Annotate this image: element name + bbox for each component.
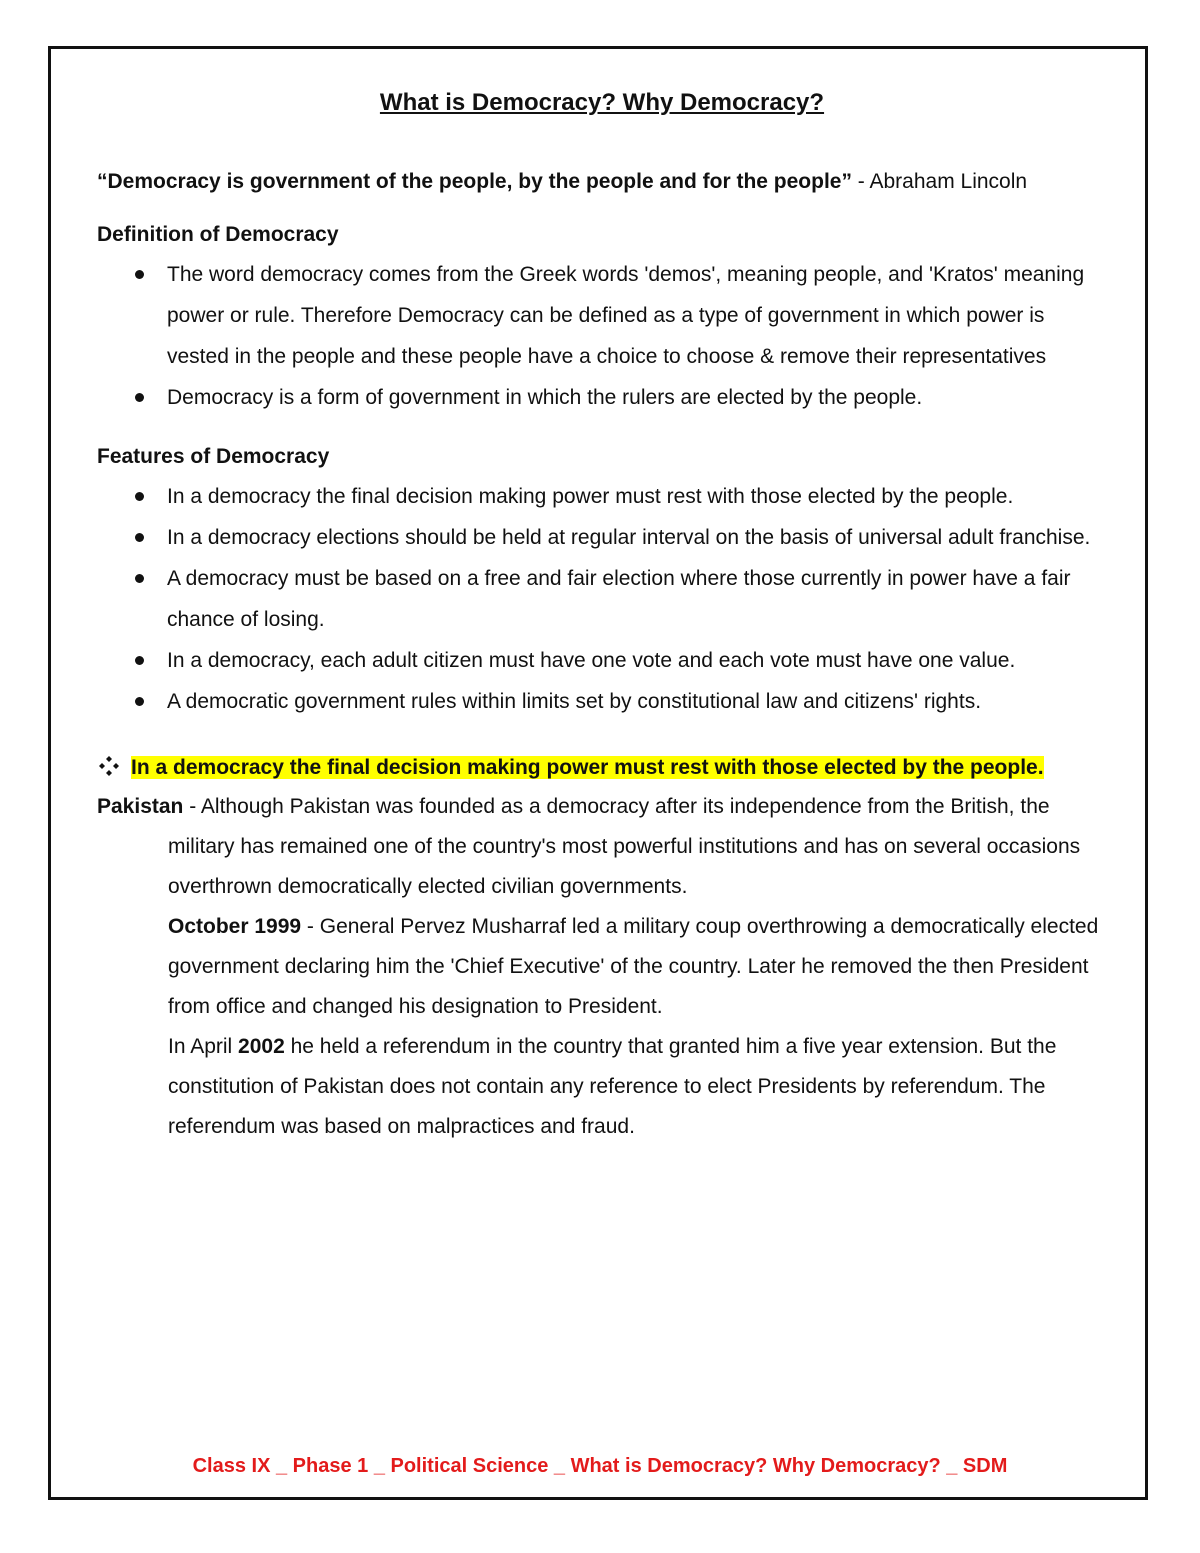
lincoln-quote — [97, 162, 1107, 202]
page-footer: Class IX _ Phase 1 _ Political Science _ What is Democracy? Why Democracy? _ SDM — [192, 1455, 1008, 1477]
bullet-icon — [135, 393, 144, 402]
list-item: A democratic government rules within limits set by constitutional law and citizens' rights. — [97, 681, 1107, 722]
list-item: Democracy is a form of government in which the rulers are elected by the people. — [97, 377, 1107, 418]
bullet-icon — [135, 697, 144, 706]
four-diamond-bullet-icon — [97, 754, 121, 778]
list-item: The word democracy comes from the Greek words 'demos', meaning people, and 'Kratos' meaning power or rule. Therefore Democracy can be defined as a type of government in which power is vested in the people and these people have a choice to choose & remove their representatives — [97, 254, 1107, 377]
bullet-icon — [135, 656, 144, 665]
bullet-icon — [135, 533, 144, 542]
definition-heading: Definition of Democracy — [97, 223, 339, 246]
pakistan-intro: - Although Pakistan was founded as a democracy after its independence from the British, the military has remained one of the country's most powerful institutions and has on several occasions overthrown democratically elected civilian governments. — [168, 795, 1081, 898]
pakistan-coup-paragraph: October 1999 - General Pervez Musharraf led a military coup overthrowing a democratically elected government declaring him the 'Chief Executive' of the country. Later he removed the then President from office and changed his designation to President. — [168, 915, 1099, 1018]
quote-attribution: - Abraham Lincoln — [851, 170, 1028, 193]
page-title: What is Democracy? Why Democracy? — [379, 89, 825, 116]
pakistan-section — [97, 787, 1107, 1147]
date-october-1999: October 1999 — [168, 915, 302, 938]
list-item: In a democracy the final decision making power must rest with those elected by the people. — [97, 476, 1107, 517]
pakistan-label: Pakistan — [97, 795, 184, 818]
list-item: In a democracy, each adult citizen must have one vote and each vote must have one value. — [97, 640, 1107, 681]
year-2002: 2002 — [238, 1035, 285, 1058]
features-section — [97, 438, 1107, 722]
quote-text: “Democracy is government of the people, by the people and for the people” — [97, 170, 852, 193]
list-item: In a democracy elections should be held at regular interval on the basis of universal adult franchise. — [97, 517, 1107, 558]
definition-list — [97, 254, 1107, 418]
highlighted-feature — [97, 748, 1107, 787]
highlighted-text: In a democracy the final decision making power must rest with those elected by the people. — [131, 756, 1044, 779]
features-heading: Features of Democracy — [97, 445, 330, 468]
definition-section — [97, 216, 1107, 418]
bullet-icon — [135, 574, 144, 583]
bullet-icon — [135, 492, 144, 501]
features-list — [97, 476, 1107, 722]
pakistan-referendum-paragraph: In April 2002 he held a referendum in the country that granted him a five year extension. But the constitution of Pakistan does not contain any reference to elect Presidents by referendum. The referendum was based on malpractices and fraud. — [168, 1035, 1057, 1138]
list-item: A democracy must be based on a free and fair election where those currently in power have a fair chance of losing. — [97, 558, 1107, 640]
bullet-icon — [135, 270, 144, 279]
document-body — [97, 88, 1107, 1147]
